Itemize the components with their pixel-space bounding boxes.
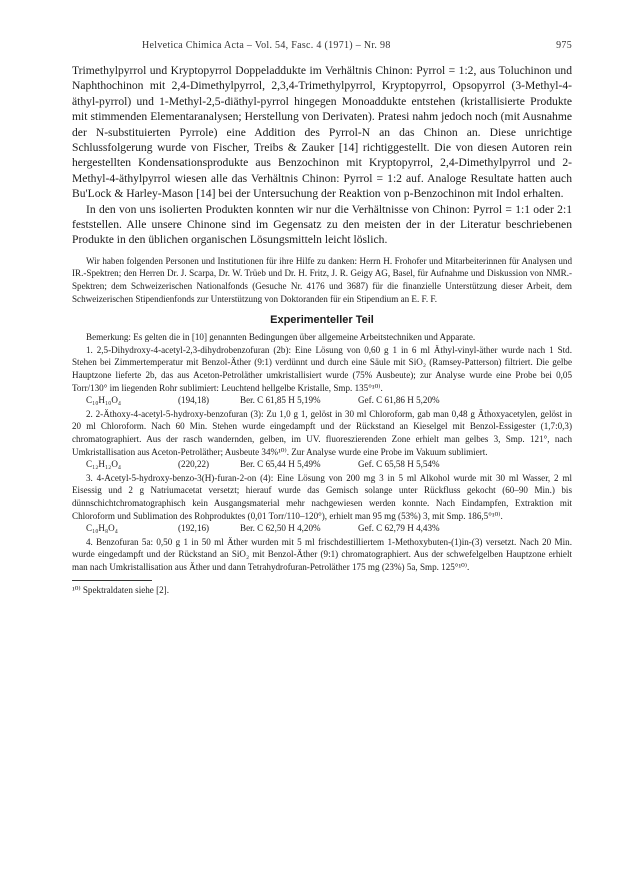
molecular-mass: (192,16) — [178, 523, 210, 534]
experiment-entry: 4. Benzofuran 5a: 0,50 g 1 in 50 ml Äther wurden mit 5 ml frischdestilliertem 1-Methoxybuten-(1)in-(3) versetzt. Nach 20 Min. wurde eingedampft und der Rückstand an SiO₂ mit Benzol-Äther (9:1) chromatographiert. Aus der schwefelgelben Hauptzone erhielt man nach Umkristallisation aus Äther und dann Tetrahydrofuran-Petroläther 175 mg (23%) 5a, Smp. 125°¹⁰⁾. — [72, 536, 572, 572]
molecular-formula: C₁₀H₈O₄ — [86, 523, 118, 534]
found-values: Gef. C 65,58 H 5,54% — [358, 459, 440, 470]
analysis-line — [72, 458, 572, 471]
journal-title: Helvetica Chimica Acta – Vol. 54, Fasc. 4 (1971) – Nr. 98 — [142, 40, 391, 51]
calculated-values: Ber. C 61,85 H 5,19% — [240, 395, 321, 406]
molecular-mass: (194,18) — [178, 395, 210, 406]
section-title: Experimenteller Teil — [270, 314, 374, 327]
footnote-divider — [72, 580, 152, 581]
found-values: Gef. C 61,86 H 5,20% — [358, 395, 440, 406]
experimental-section — [72, 331, 572, 573]
paragraph: In den von uns isolierten Produkten konnten wir nur die Verhältnisse von Chinon: Pyrrol = 1:1 oder 2:1 feststellen. Alle unsere Chinone sind im Gegensatz zu den meisten der in der Literatur beschriebenen Produkte in den üblichen organischen Lösungsmitteln leicht löslich. — [72, 202, 572, 247]
running-header — [72, 40, 572, 51]
experiment-entry: 3. 4-Acetyl-5-hydroxy-benzo-3(H)-furan-2-on (4): Eine Lösung von 200 mg 3 in 5 ml Alkohol wurde mit 30 ml Wasser, 2 ml Eisessig und 2 g Natriumacetat versetzt; hierauf wurde das Gemisch solange unter Rückfluss gekocht (60–90 Min.) bis dünnschichtchromatographisch kein Ausgangsmaterial mehr nachgewiesen werden konnte. Nach Eindampfen, Extraktion mit Chloroform und Sublimation des Rohproduktes (0,01 Torr/110–120°), erhielt man 95 mg (53%) 3, mit Smp. 186,5°¹⁰⁾. — [72, 472, 572, 521]
molecular-formula: C₁₂H₁₂O₄ — [86, 459, 122, 470]
analysis-line — [72, 522, 572, 535]
footnote: ¹⁰⁾ Spektraldaten siehe [2]. — [72, 584, 169, 595]
found-values: Gef. C 62,79 H 4,43% — [358, 523, 440, 534]
page-number: 975 — [556, 40, 572, 51]
experiment-entry: 2. 2-Äthoxy-4-acetyl-5-hydroxy-benzofuran (3): Zu 1,0 g 1, gelöst in 30 ml Chloroform, gab man 0,48 g Äthoxyacetylen, gelöst in 20 ml Chloroform. Nach 60 Min. Stehen wurde eingedampft und der Rückstand an Kieselgel mit Benzol-Essigester (1,7:0,3) chromatographiert. Aus der rasch wandernden, gelben, im UV. fluoreszierenden Zone erhielt man gelbes 3, Smp. 121°, nach Umkristallisation aus Aceton-Petroläther; Ausbeute 34%¹⁰⁾. Zur Analyse wurde eine Probe im Vakuum sublimiert. — [72, 408, 572, 457]
main-text — [72, 63, 572, 248]
acknowledgement: Wir haben folgenden Personen und Institutionen für ihre Hilfe zu danken: Herrn H. Frohofer und Mitarbeiterinnen für Analysen und IR.-Spektren; den Herren Dr. J. Scarpa, Dr. W. Trüeb und Dr. H. Fritz, J. R. Geigy AG, Basel, für Aufnahme und Diskussion von NMR.-Spektren; dem Schweizerischen Nationalfonds (Gesuche Nr. 4176 und 3687) für die finanzielle Unterstützung dieser Arbeit, dem Schweizerischen Stipendienfonds zur Unterstützung von Doktoranden für ein Stipendium an E. F. F. — [72, 255, 572, 304]
calculated-values: Ber. C 62,50 H 4,20% — [240, 523, 321, 534]
paragraph: Trimethylpyrrol und Kryptopyrrol Doppeladdukte im Verhältnis Chinon: Pyrrol = 1:2, aus Toluchinon und Naphthochinon mit 2,4-Dimethylpyrrol, 2,3,4-Trimethylpyrrol, Kryptopyrrol, Opsopyrrol (3-Methyl-4-äthyl-pyrrol) und 1-Methyl-2,5-diäthyl-pyrrol hingegen Monoaddukte entstehen (kristallisierte Produkte mit stimmenden Elementaranalysen; Herstellung von Derivaten). Pratesi nahm jedoch noch (mit Ausnahme der N-substituierten Pyrrole) eine Addition des Pyrrol-N an das Chinon an. Diese unrichtige Schlussfolgerung wurde von Fischer, Treibs & Zauker [14] richtiggestellt. Die von diesen Autoren rein hergestellten Kondensationsprodukte aus Benzochinon mit Kryptopyrrol, 2,4-Dimethylpyrrol und 2-Methyl-4-äthylpyrrol wiesen alle das Verhältnis Chinon: Pyrrol = 1:2 auf. Analoge Resultate hatten auch Bu'Lock & Harley-Mason [14] bei der Untersuchung der Reaktion von p-Benzochinon mit Indol erhalten. — [72, 64, 572, 201]
analysis-line — [72, 394, 572, 407]
journal-page — [72, 40, 572, 596]
molecular-formula: C₁₀H₁₀O₄ — [86, 395, 122, 406]
remark: Bemerkung: Es gelten die in [10] genannten Bedingungen über allgemeine Arbeitstechniken und Apparate. — [86, 332, 476, 343]
molecular-mass: (220,22) — [178, 459, 210, 470]
experiment-entry: 1. 2,5-Dihydroxy-4-acetyl-2,3-dihydrobenzofuran (2b): Eine Lösung von 0,60 g 1 in 6 ml Äthyl-vinyl-äther wurde nach 1 Std. Stehen bei Zimmertemperatur mit Benzol-Äther (9:1) verdünnt und durch eine Säule mit SiO₂ (Ramsey-Patterson) filtriert. Die gelbe Hauptzone lieferte 2b, das aus Aceton-Petroläther umkristallisiert wurde (75% Ausbeute); zur Analyse wurde eine Probe bei 0,05 Torr/130° im liegenden Rohr sublimiert: Leuchtend hellgelbe Kristalle, Smp. 135°¹⁰⁾. — [72, 344, 572, 393]
calculated-values: Ber. C 65,44 H 5,49% — [240, 459, 321, 470]
